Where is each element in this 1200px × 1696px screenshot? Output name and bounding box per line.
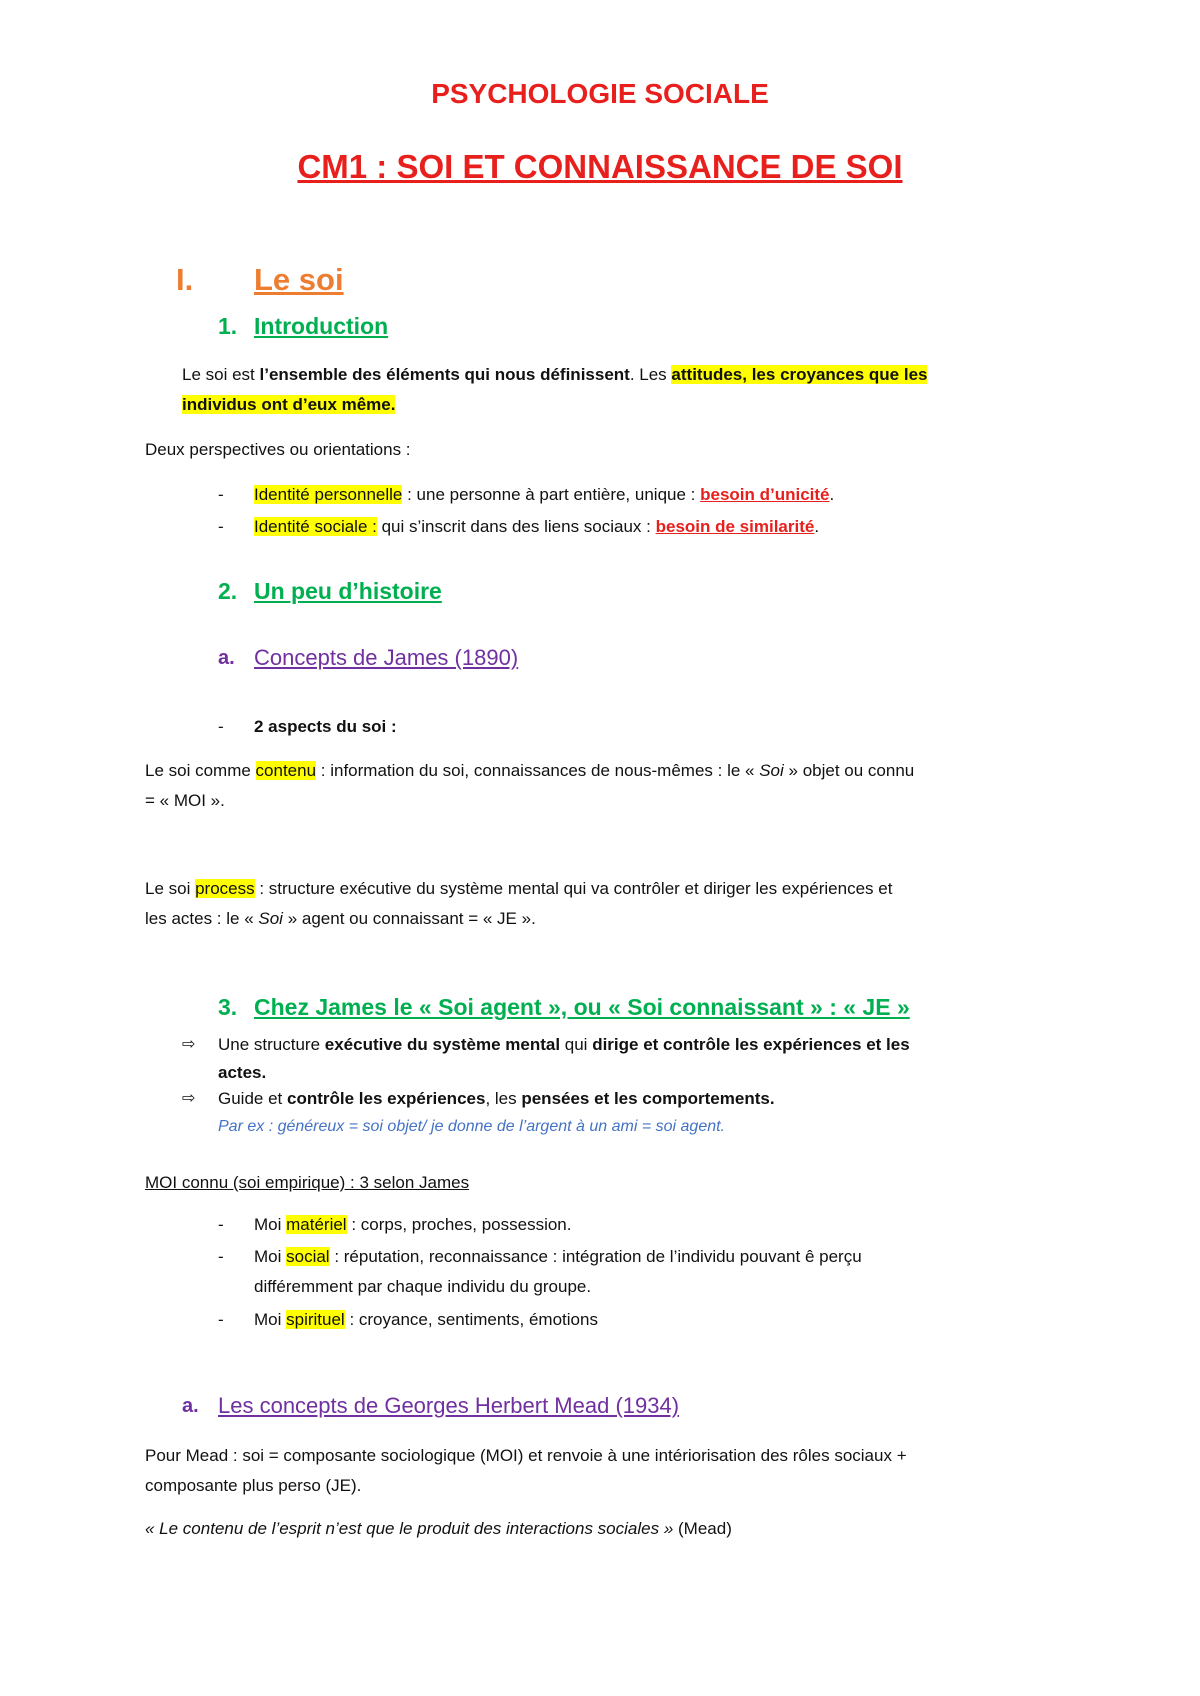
intro-number: 1.	[218, 313, 238, 339]
mead-paragraph-line1: Pour Mead : soi = composante sociologique (MOI) et renvoie à une intériorisation des rôles sociaux +	[145, 1446, 907, 1465]
text: : une personne à part entière, unique :	[402, 485, 701, 504]
mead-quote	[145, 1514, 732, 1544]
text: : information du soi, connaissances de nous-mêmes : le «	[316, 761, 760, 780]
bullet-identite-sociale	[254, 512, 819, 542]
example-text: Par ex : généreux = soi objet/ je donne de l’argent à un ami = soi agent.	[218, 1118, 725, 1135]
text: Guide et	[218, 1089, 287, 1108]
highlight-text: Identité sociale :	[254, 517, 377, 536]
right-hollow-arrow-icon: ⇨	[182, 1036, 196, 1053]
highlight-text: process	[195, 879, 255, 898]
text: : structure exécutive du système mental qui va contrôler et diriger les expériences et	[254, 879, 893, 898]
red-keyword: besoin de similarité	[655, 517, 815, 536]
text-bold: pensées et les comportements.	[521, 1089, 775, 1108]
section-numeral: I.	[176, 262, 194, 297]
bullet-identite-personnelle	[254, 480, 834, 510]
right-hollow-arrow-icon: ⇨	[182, 1090, 196, 1107]
highlight-text: attitudes, les croyances que les	[671, 365, 928, 384]
text-bold: l’ensemble des éléments qui nous définissent	[259, 365, 630, 384]
moi-spirituel	[254, 1305, 598, 1335]
text: . Les	[629, 365, 672, 384]
text-bold: exécutive du système mental	[324, 1035, 561, 1054]
mead-heading: Les concepts de Georges Herbert Mead (1934)	[218, 1393, 680, 1418]
aspects-text: 2 aspects du soi :	[254, 717, 397, 736]
arrow-item-1-line2: actes.	[218, 1063, 267, 1082]
moi-materiel	[254, 1210, 571, 1240]
text: : réputation, reconnaissance : intégration de l’individu pouvant ê perçu	[329, 1247, 862, 1266]
text: qui	[560, 1035, 593, 1054]
highlight-text: spirituel	[286, 1310, 345, 1329]
text-bold: dirige et contrôle les expériences et les	[592, 1035, 910, 1054]
moi-heading: MOI connu (soi empirique) : 3 selon James	[145, 1173, 470, 1192]
bullet-dash: -	[218, 1247, 224, 1266]
text: Le soi comme	[145, 761, 256, 780]
bullet-dash: -	[218, 1215, 224, 1234]
james-sub-heading: Concepts de James (1890)	[254, 645, 519, 670]
text: » agent ou connaissant = « JE ».	[282, 909, 536, 928]
text: Moi	[254, 1215, 287, 1234]
text: qui s’inscrit dans des liens sociaux :	[376, 517, 656, 536]
text-bold: contrôle les expériences	[287, 1089, 486, 1108]
cm-title: CM1 : SOI ET CONNAISSANCE DE SOI	[297, 148, 903, 185]
process-line2	[145, 904, 536, 934]
perspectives-text: Deux perspectives ou orientations :	[145, 440, 411, 459]
quote-text: « Le contenu de l’esprit n’est que le produit des interactions sociales »	[145, 1519, 674, 1538]
contenu-line2: = « MOI ».	[145, 791, 225, 810]
highlight-text: individus ont d’eux même.	[182, 395, 396, 414]
highlight-text: matériel	[286, 1215, 347, 1234]
history-number: 2.	[218, 578, 238, 604]
text: Le soi est	[182, 365, 260, 384]
text: » objet ou connu	[783, 761, 915, 780]
contenu-line1	[145, 756, 914, 786]
process-line1	[145, 874, 892, 904]
quote-source: (Mead)	[673, 1519, 732, 1538]
arrow-item-1-line1	[218, 1030, 910, 1060]
bullet-dash: -	[218, 1310, 224, 1329]
text: Une structure	[218, 1035, 325, 1054]
text: Moi	[254, 1310, 287, 1329]
highlight-text: Identité personnelle	[254, 485, 403, 504]
text: Moi	[254, 1247, 287, 1266]
text: : corps, proches, possession.	[346, 1215, 572, 1234]
text-italic: Soi	[759, 761, 784, 780]
text: Le soi	[145, 879, 196, 898]
text: : croyance, sentiments, émotions	[344, 1310, 598, 1329]
james-heading: Chez James le « Soi agent », ou « Soi connaissant » : « JE »	[254, 994, 910, 1020]
arrow-item-2	[218, 1084, 775, 1114]
history-heading: Un peu d’histoire	[254, 578, 442, 604]
james-sub-letter: a.	[218, 647, 235, 669]
intro-paragraph-line2	[182, 390, 395, 420]
moi-social-line2: différemment par chaque individu du groupe.	[254, 1277, 592, 1296]
intro-paragraph-line1	[182, 360, 927, 390]
bullet-dash: -	[218, 717, 224, 736]
section-title: Le soi	[254, 262, 344, 297]
mead-letter: a.	[182, 1395, 199, 1417]
intro-heading: Introduction	[254, 313, 389, 339]
highlight-text: contenu	[255, 761, 317, 780]
bullet-dash: -	[218, 485, 224, 504]
course-title: PSYCHOLOGIE SOCIALE	[431, 78, 769, 109]
red-keyword: besoin d’unicité	[700, 485, 830, 504]
mead-paragraph-line2: composante plus perso (JE).	[145, 1476, 362, 1495]
james-number: 3.	[218, 994, 238, 1020]
text: .	[814, 517, 820, 536]
bullet-dash: -	[218, 517, 224, 536]
highlight-text: social	[286, 1247, 330, 1266]
text-italic: Soi	[258, 909, 283, 928]
text: .	[829, 485, 835, 504]
text: , les	[485, 1089, 522, 1108]
moi-social-line1	[254, 1242, 862, 1272]
text: les actes : le «	[145, 909, 259, 928]
